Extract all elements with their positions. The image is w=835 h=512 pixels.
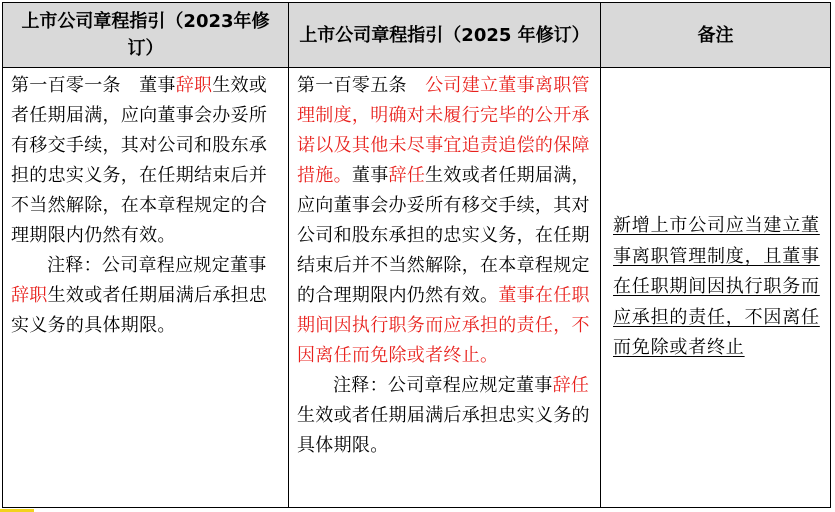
added-text: 公司建立董事离职管理制度，明确对未履行完毕的公开承诺以及其他未尽事宜追责追偿的保障措施。 xyxy=(297,75,590,186)
changed-term: 辞任 xyxy=(388,165,426,186)
article-text-2025: 第一百零五条 公司建立董事离职管理制度，明确对未履行完毕的公开承诺以及其他未尽事宜追责追偿的保障措施。董事辞任生效或者任期届满，应向董事会办妥所有移交手续，其对公司和股东承担的忠实义务，在任期结束后并不当然解除，在本章程规定的合理期限内仍然有效。董事在任职期间因执行职务而应承担的责任，不因离任而免除或者终止。 xyxy=(297,75,590,366)
note-text: 新增上市公司应当建立董事离职管理制度，且董事在任职期间因执行职务而应承担的责任，不因离任而免除或者终止 xyxy=(613,215,820,359)
cell-2023 xyxy=(3,68,289,508)
header-row xyxy=(3,3,831,68)
header-2025: 上市公司章程指引（2025 年修订） xyxy=(289,3,601,68)
cell-2025 xyxy=(289,68,601,508)
annotation-2023: 注释：公司章程应规定董事辞职生效或者任期届满后承担忠实义务的具体期限。 xyxy=(11,255,268,336)
article-text-2023: 第一百零一条 董事辞职生效或者任期届满，应向董事会办妥所有移交手续，其对公司和股东承担的忠实义务，在任期结束后并不当然解除，在本章程规定的合理期限内仍然有效。 xyxy=(11,75,268,246)
annotation-2025: 注释：公司章程应规定董事辞任生效或者任期届满后承担忠实义务的具体期限。 xyxy=(297,375,590,456)
header-2023: 上市公司章程指引（2023年修订） xyxy=(3,3,289,68)
cell-note xyxy=(601,68,831,508)
content-row xyxy=(3,68,831,508)
changed-term: 辞任 xyxy=(552,375,590,396)
header-note: 备注 xyxy=(601,3,831,68)
changed-term: 辞职 xyxy=(175,75,213,96)
changed-term: 辞职 xyxy=(11,285,48,306)
added-text: 董事在任职期间因执行职务而应承担的责任，不因离任而免除或者终止。 xyxy=(297,285,590,366)
comparison-table xyxy=(2,2,831,508)
